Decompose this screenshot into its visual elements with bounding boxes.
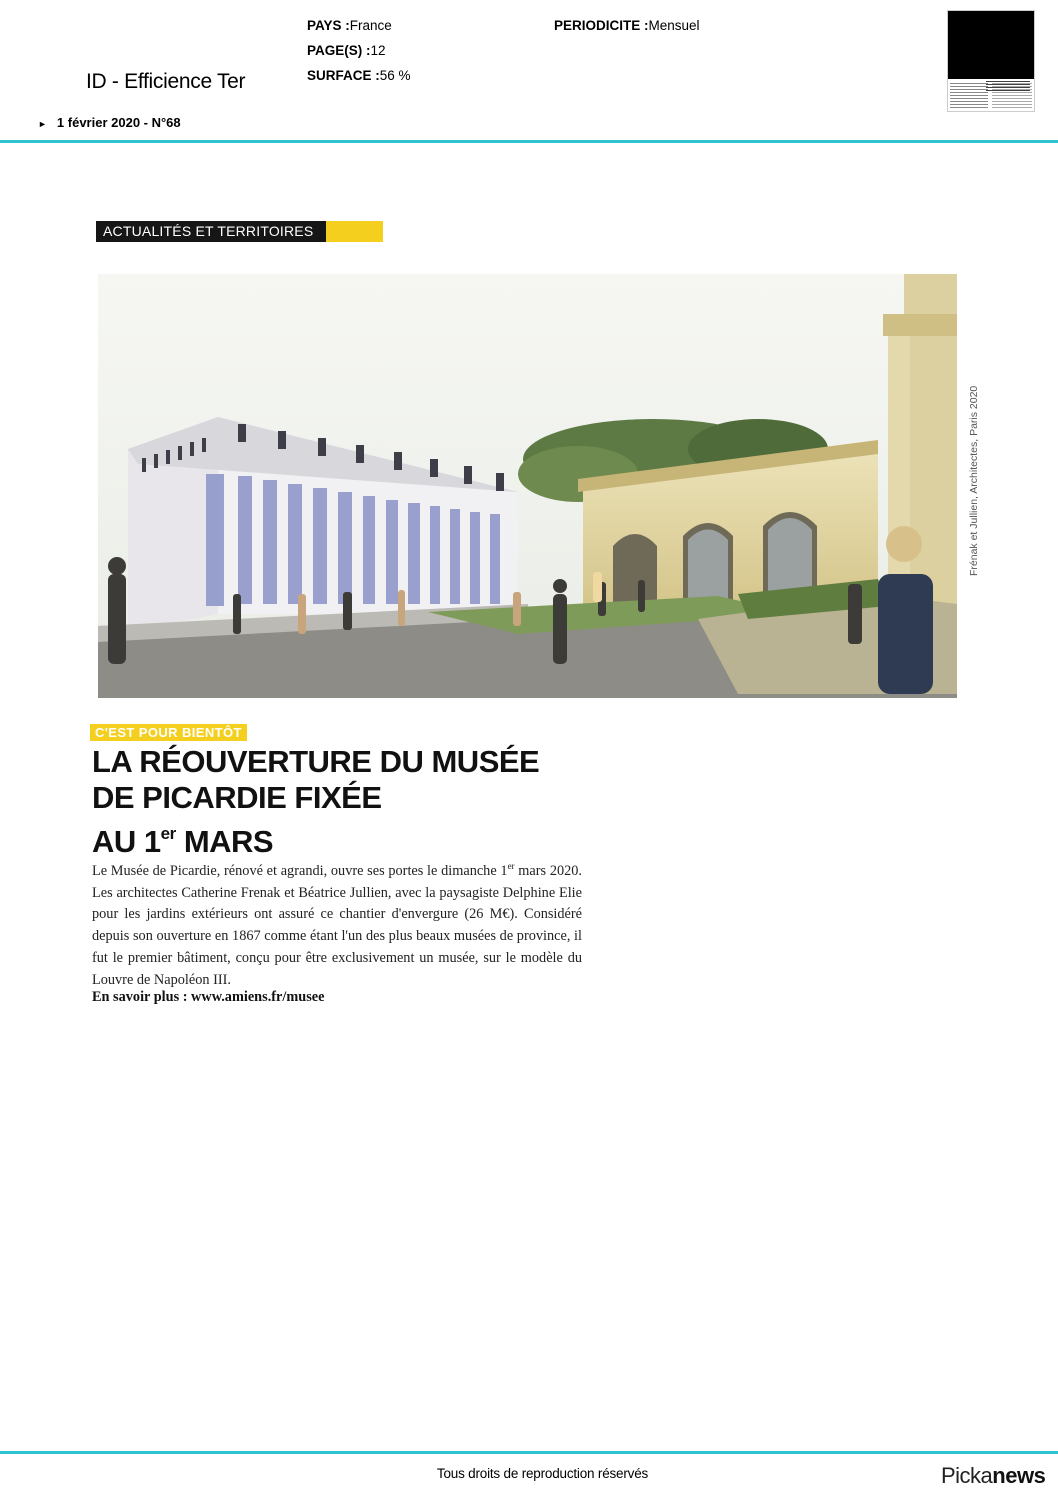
thumbnail-column-right — [992, 83, 1032, 109]
headline-line-3-pre: AU 1 — [92, 824, 161, 859]
pages-meta — [307, 43, 386, 58]
periodicity-value: Mensuel — [648, 18, 700, 33]
issue-date-text: 1 février 2020 - N°68 — [56, 115, 181, 130]
page-thumbnail[interactable] — [947, 10, 1035, 112]
article-headline — [92, 744, 652, 860]
surface-meta — [307, 68, 411, 83]
publication-name: ID - Efficience Ter — [86, 70, 246, 93]
surface-value: 56 % — [379, 68, 411, 83]
brand-part-2: news — [992, 1463, 1046, 1488]
headline-line-1: LA RÉOUVERTURE DU MUSÉE — [92, 744, 540, 779]
arrow-icon: ► — [38, 119, 47, 129]
copyright-notice: Tous droits de reproduction réservés — [436, 1466, 649, 1481]
periodicity-label: PERIODICITE : — [554, 18, 649, 33]
photo-credit — [954, 276, 980, 576]
museum-illustration — [98, 274, 957, 698]
pages-value: 12 — [370, 43, 386, 58]
article-kicker: C'EST POUR BIENTÔT — [90, 724, 247, 741]
museum-photo — [98, 274, 957, 698]
country-value: France — [349, 18, 392, 33]
section-tag — [96, 221, 383, 242]
photo-credit-text: Frénak et Jullien, Architectes, Paris 2020 — [968, 385, 980, 576]
headline-line-3-sup: er — [160, 824, 176, 843]
headline-line-2: DE PICARDIE FIXÉE — [92, 780, 382, 815]
issue-date — [38, 115, 181, 130]
footer-divider — [0, 1451, 1058, 1454]
brand-logo — [941, 1463, 1045, 1489]
periodicity-meta — [554, 18, 700, 33]
header-divider — [0, 140, 1058, 143]
country-meta — [307, 18, 392, 33]
pages-label: PAGE(S) : — [307, 43, 371, 58]
thumbnail-column-left — [950, 83, 988, 109]
brand-part-1: Picka — [941, 1463, 993, 1488]
surface-label: SURFACE : — [307, 68, 380, 83]
article-body-sup: er — [507, 861, 515, 871]
headline-line-3-post: MARS — [175, 824, 274, 859]
section-label: ACTUALITÉS ET TERRITOIRES — [103, 223, 314, 239]
headline-line-3 — [92, 816, 652, 860]
more-info-link[interactable]: En savoir plus : www.amiens.fr/musee — [92, 989, 325, 1005]
article-body-post: mars 2020. Les architectes Catherine Frenak et Béatrice Jullien, avec la paysagiste Delphine Elie pour les jardins extérieurs ont assuré ce chantier d'envergure (26 M€). Considéré depuis son ouverture en 1867 comme étant l'un des plus beaux musées de province, il fut le premier bâtiment, conçu pour être exclusivement un musée, sur le modèle du Louvre de Napoléon III. — [92, 863, 582, 988]
country-label: PAYS : — [307, 18, 350, 33]
article-body-pre: Le Musée de Picardie, rénové et agrandi, ouvre ses portes le dimanche 1 — [92, 863, 508, 879]
article-body — [92, 856, 582, 991]
